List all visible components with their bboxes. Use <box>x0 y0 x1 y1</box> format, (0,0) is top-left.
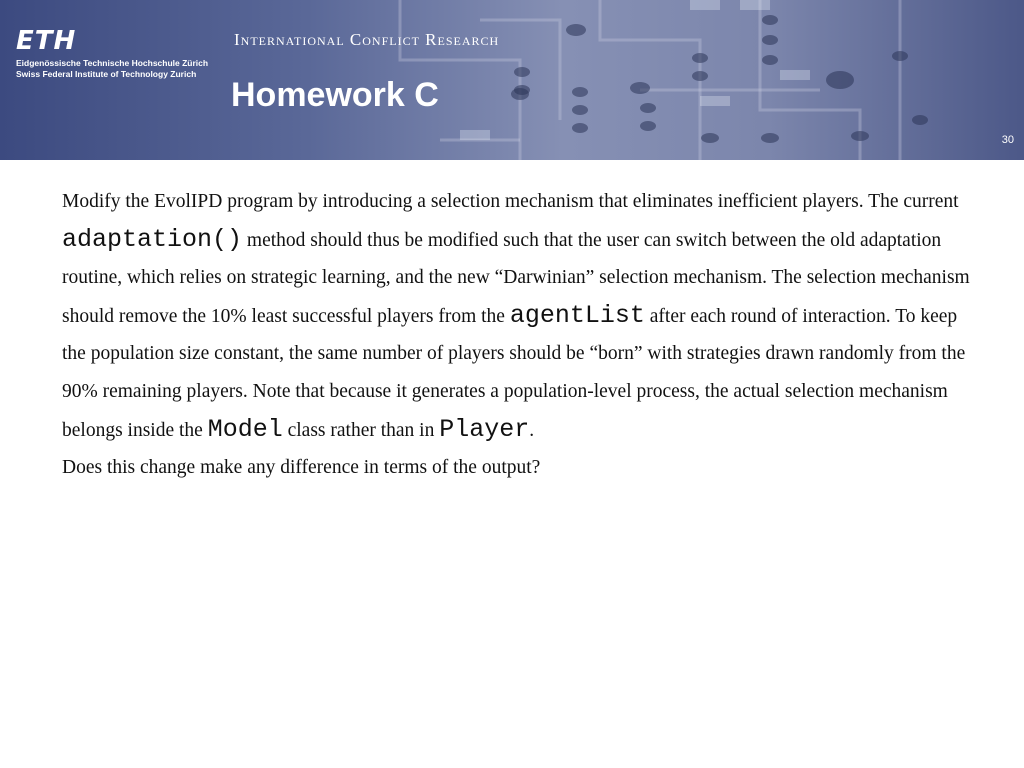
circuit-board-background <box>0 0 1024 160</box>
eth-logo: ETH <box>16 26 77 56</box>
assignment-paragraph <box>62 183 974 449</box>
header-banner <box>0 0 1024 160</box>
code-agentlist: agentList <box>509 300 645 330</box>
institution-name-de: Eidgenössische Technische Hochschule Zürich <box>16 58 209 68</box>
institution-name-en: Swiss Federal Institute of Technology Zurich <box>16 69 197 79</box>
question-paragraph: Does this change make any difference in terms of the output? <box>62 457 541 479</box>
code-model-class: Model <box>207 414 283 444</box>
slide-title: Homework C <box>231 76 439 114</box>
text-run: class rather than in <box>282 419 440 441</box>
research-group-name: International Conflict Research <box>234 30 500 49</box>
slide-body <box>62 183 974 483</box>
text-run: Modify the EvolIPD program by introducing a selection mechanism that eliminates inefficient players. The current <box>62 191 959 212</box>
text-run: . <box>529 419 535 441</box>
code-adaptation-method: adaptation() <box>62 224 243 254</box>
text-run: after each round of interaction. To keep the population size constant, the same number of players should be “born” with strategies drawn randomly from the 90% remaining players. Note that because it generates a population-level process, the actual selection mechanism belongs inside the <box>62 305 966 441</box>
code-player-class: Player <box>439 414 530 444</box>
text-run: method should thus be modified such that the user can switch between the old adaptation routine, which relies on strategic learning, and the new “Darwinian” selection mechanism. The selection mechanism should remove the 10% least successful players from the <box>62 229 970 327</box>
page-number: 30 <box>1001 134 1014 146</box>
